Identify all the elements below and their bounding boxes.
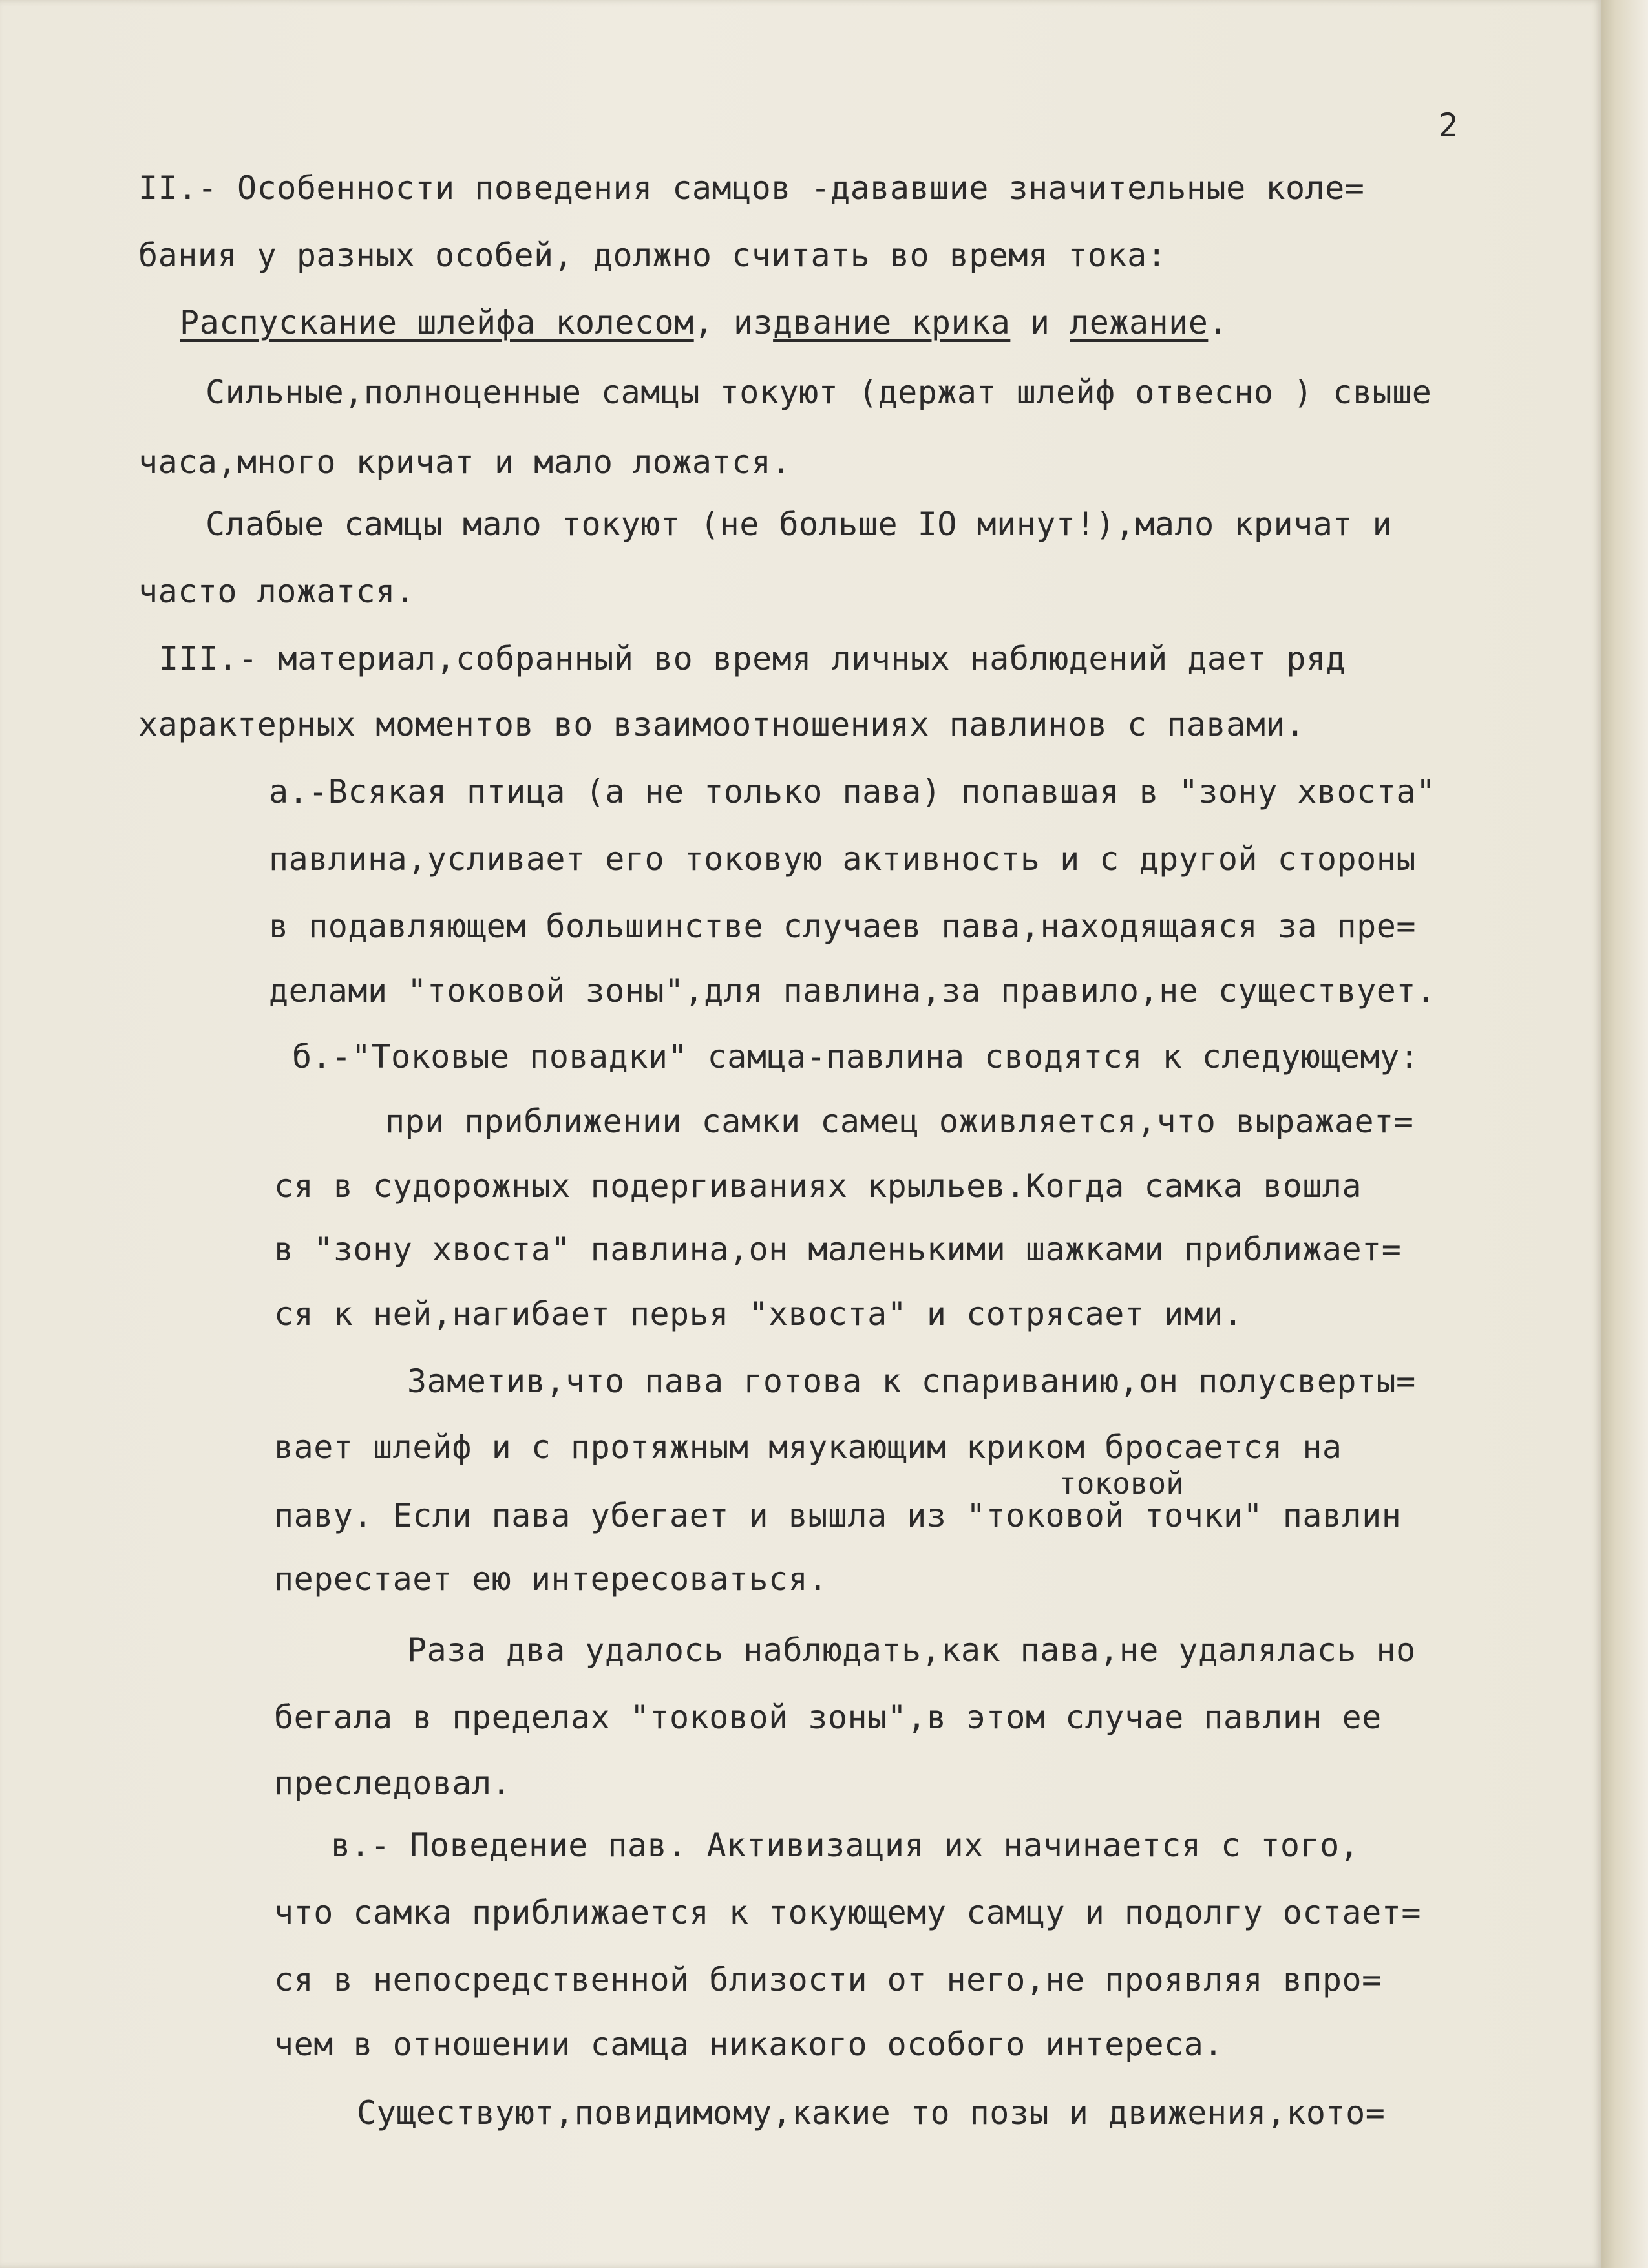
text-line-9: а.-Всякая птица (а не только пава) попавшая в "зону хвоста" <box>269 773 1436 811</box>
text-line-22: Раза два удалось наблюдать,как пава,не удалялась но <box>407 1631 1416 1669</box>
separator-2: и <box>1010 304 1070 341</box>
text-line-27: ся в непосредственной близости от него,не проявляя впро= <box>274 1961 1382 1998</box>
text-line-24: преследовал. <box>274 1765 512 1802</box>
underlined-phrase-1: Распускание шлейфа колесом <box>180 304 694 341</box>
text-line-23: бегала в пределах "токовой зоны",в этом случае павлин ее <box>274 1699 1382 1736</box>
handwritten-insertion: токовой <box>1059 1466 1184 1501</box>
underlined-line <box>180 304 1228 341</box>
paper-edge <box>1601 0 1648 2268</box>
text-line-5: Слабые самцы мало токуют (не больше IO минут!),мало кричат и <box>206 505 1393 543</box>
separator-1: , из <box>693 304 774 341</box>
text-line-26: что самка приближается к токующему самцу и подолгу остает= <box>274 1894 1421 1931</box>
text-line-3: Сильные,полноценные самцы токуют (держат шлейф отвесно ) свыше <box>206 374 1432 411</box>
text-line-15: ся в судорожных подергиваниях крыльев.Когда самка вошла <box>274 1167 1362 1205</box>
text-line-21: перестает ею интересоваться. <box>274 1560 828 1598</box>
text-line-8: характерных моментов во взаимоотношениях павлинов с павами. <box>138 706 1305 743</box>
page-number: 2 <box>1439 107 1459 144</box>
line-end: . <box>1208 304 1228 341</box>
text-line-17: ся к ней,нагибает перья "хвоста" и сотрясает ими. <box>274 1295 1243 1333</box>
underlined-phrase-3: лежание <box>1070 304 1209 341</box>
text-line-12: делами "токовой зоны",для павлина,за правило,не существует. <box>269 972 1436 1010</box>
text-line-25: в.- Поведение пав. Активизация их начинается с того, <box>331 1827 1360 1864</box>
text-line-16: в "зону хвоста" павлина,он маленькими шажками приближает= <box>274 1231 1402 1268</box>
text-line-14: при приближении самки самец оживляется,что выражает= <box>385 1103 1414 1140</box>
text-line-19: вает шлейф и с протяжным мяукающим криком бросается на <box>274 1428 1342 1466</box>
text-line-2: бания у разных особей, должно считать во время тока: <box>138 237 1167 274</box>
text-line-4: часа,много кричат и мало ложатся. <box>138 443 791 481</box>
underlined-phrase-2: двание крика <box>773 304 1011 341</box>
text-line-28: чем в отношении самца никакого особого интереса. <box>274 2026 1223 2063</box>
text-line-18: Заметив,что пава готова к спариванию,он полусверты= <box>407 1362 1416 1400</box>
text-line-7: III.- материал,собранный во время личных наблюдений дает ряд <box>159 640 1346 677</box>
text-line-29: Существуют,повидимому,какие то позы и движения,кото= <box>357 2094 1386 2132</box>
text-line-20: паву. Если пава убегает и вышла из "токовой точки" павлин <box>274 1497 1402 1534</box>
text-line-1: II.- Особенности поведения самцов -дававшие значительные коле= <box>138 169 1365 207</box>
text-line-13: б.-"Токовые повадки" самца-павлина сводятся к следующему: <box>292 1038 1420 1076</box>
text-line-6: часто ложатся. <box>138 573 416 610</box>
text-line-10: павлина,усливает его токовую активность и с другой стороны <box>269 840 1416 878</box>
text-line-11: в подавляющем большинстве случаев пава,находящаяся за пре= <box>269 907 1416 945</box>
